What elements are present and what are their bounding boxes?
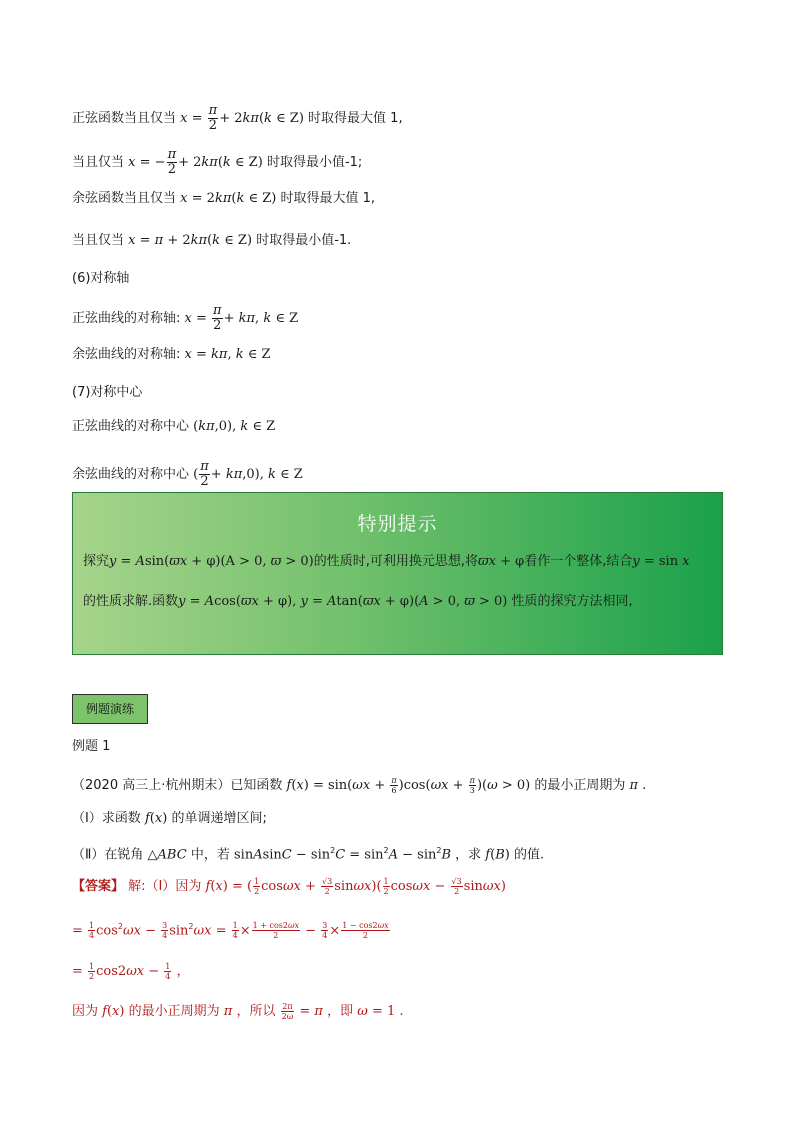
period-prefix: 因为 (72, 1004, 99, 1019)
cos-min-prefix: 当且仅当 (72, 233, 125, 248)
sine-max-suffix: 时取得最大值 1, (308, 111, 403, 126)
center-heading: (7)对称中心 (72, 385, 143, 400)
formula: x (180, 111, 188, 126)
answer-intro: 解:（Ⅰ）因为 (128, 879, 202, 894)
part1-suffix: 的单调递增区间; (171, 811, 267, 826)
tip-line1-prefix: 探究 (83, 554, 110, 569)
tip-line2-suffix: 性质的探究方法相同, (511, 594, 633, 609)
answer-label: 【答案】 (72, 879, 125, 894)
example-practice-tab[interactable]: 例题演练 (72, 694, 148, 724)
period-mid3: ，即 (327, 1004, 354, 1019)
axis-heading: (6)对称轴 (72, 271, 130, 286)
cos-max-prefix: 余弦函数当且仅当 (72, 191, 177, 206)
answer-line-2: = $\frac{1}{4}$ $\cos^2\omega x$ − $\frac{3}{4}$ $\sin^2\omega x$ = $\frac{1}{4}$ × $\frac{1 + \cos 2\omega x}{2}$ − $\frac{3}{4}$ × $\frac{1 - \cos 2\omega x}{2}$ (72, 921, 389, 941)
cos-max-line: 余弦函数当且仅当 x = 2kπ(k ∈ Z) 时取得最大值 1, (72, 191, 376, 206)
tip-line2-prefix: 的性质求解.函数 (83, 594, 179, 609)
sine-max-line: 正弦函数当且仅当 x = $\frac{\pi}{2}$ + 2kπ(k ∈ Z) 时取得最大值 1, (72, 103, 403, 133)
part1-prefix: （Ⅰ）求函数 (72, 811, 141, 826)
tip-line1-mid2: 看作一个整体,结合 (524, 554, 633, 569)
part2-prefix: （Ⅱ）在锐角 (72, 847, 144, 863)
answer-line-3: = $\frac{1}{2}$ cos2ωx − $\frac{1}{4}$ ， (72, 962, 190, 981)
cos-center-prefix: 余弦曲线的对称中心 (72, 467, 190, 482)
sine-min-line: 当且仅当 x = − $\frac{\pi}{2}$ + 2kπ(k ∈ Z) 时取得最小值-1; (72, 147, 363, 177)
sine-axis-line: 正弦曲线的对称轴: x = $\frac{\pi}{2}$ + kπ, k ∈ Z (72, 303, 299, 333)
cos-axis-line: 余弦曲线的对称轴: x = kπ, k ∈ Z (72, 347, 271, 362)
cos-center-line: 余弦曲线的对称中心 ( $\frac{\pi}{2}$ + kπ,0), k ∈ Z (72, 459, 303, 489)
sine-max-prefix: 正弦函数当且仅当 (72, 111, 177, 126)
question-suffix: 的最小正周期为 (534, 778, 626, 793)
cos-min-line: 当且仅当 x = π + 2kπ(k ∈ Z) 时取得最小值-1. (72, 233, 352, 248)
question-part-2: （Ⅱ）在锐角 △ABC 中，若 sinAsinC − $\sin^2C = \sin^2A - \sin^2B$ ，求 f(B) 的值. (72, 846, 545, 863)
sine-min-suffix: 时取得最小值-1; (266, 155, 363, 170)
fraction: $\frac{\pi}{2}$ (167, 147, 177, 177)
part2-mid2: ，求 (455, 847, 482, 863)
tip-line-2: 的性质求解.函数y = Acos(ϖx + φ), y = Atan(ϖx + φ)(A > 0, ϖ > 0) 性质的探究方法相同, (83, 594, 633, 609)
fraction: $\frac{\pi}{2}$ (213, 303, 222, 333)
cos-min-suffix: 时取得最小值-1. (256, 233, 352, 248)
special-tip-box (72, 492, 723, 655)
question-source: （2020 高三上·杭州期末）已知函数 (72, 778, 283, 793)
sine-center-line: 正弦曲线的对称中心 (kπ,0), k ∈ Z (72, 419, 276, 434)
period-mid: 的最小正周期为 (128, 1004, 220, 1019)
tip-title: 特别提示 (357, 513, 438, 535)
fraction: $\frac{\pi}{2}$ (200, 459, 209, 489)
question-part-1: （Ⅰ）求函数 f(x) 的单调递增区间; (72, 811, 267, 826)
answer-line-1: 【答案】 解:（Ⅰ）因为 f(x) = ( $\frac{1}{2}$ cosωx + $\frac{√3}{2}$ sinωx)( $\frac{1}{2}$ cosωx − $\frac{√3}{2}$ sinωx) (72, 877, 506, 896)
sine-axis-prefix: 正弦曲线的对称轴: (72, 311, 181, 326)
part2-mid: 中，若 (190, 847, 230, 863)
fraction: $\frac{\pi}{2}$ (208, 103, 218, 133)
sine-min-prefix: 当且仅当 (72, 155, 125, 170)
cos-axis-prefix: 余弦曲线的对称轴: (72, 347, 181, 362)
example-title: 例题 1 (72, 739, 111, 754)
cos-max-suffix: 时取得最大值 1, (280, 191, 376, 206)
answer-line-4: 因为 f(x) 的最小正周期为 π ，所以 $\frac{2\pi}{2\omega}$ = π ，即 ω = 1 . (72, 1002, 404, 1021)
part2-suffix: 的值. (513, 847, 545, 863)
question-statement: （2020 高三上·杭州期末）已知函数 f(x) = sin(ωx + $\frac{\pi}{6}$ )cos(ωx + $\frac{\pi}{3}$ )(ω > 0) 的最小正周期为 π . (72, 776, 647, 795)
period-mid2: ，所以 (236, 1004, 276, 1019)
tip-line-1: 探究y = Asin(ϖx + φ)(A > 0, ϖ > 0)的性质时,可利用换元思想,将ϖx + φ看作一个整体,结合y = sin x (83, 554, 690, 569)
tip-line1-mid: 的性质时,可利用换元思想,将 (313, 554, 479, 569)
sine-center-prefix: 正弦曲线的对称中心 (72, 419, 190, 434)
